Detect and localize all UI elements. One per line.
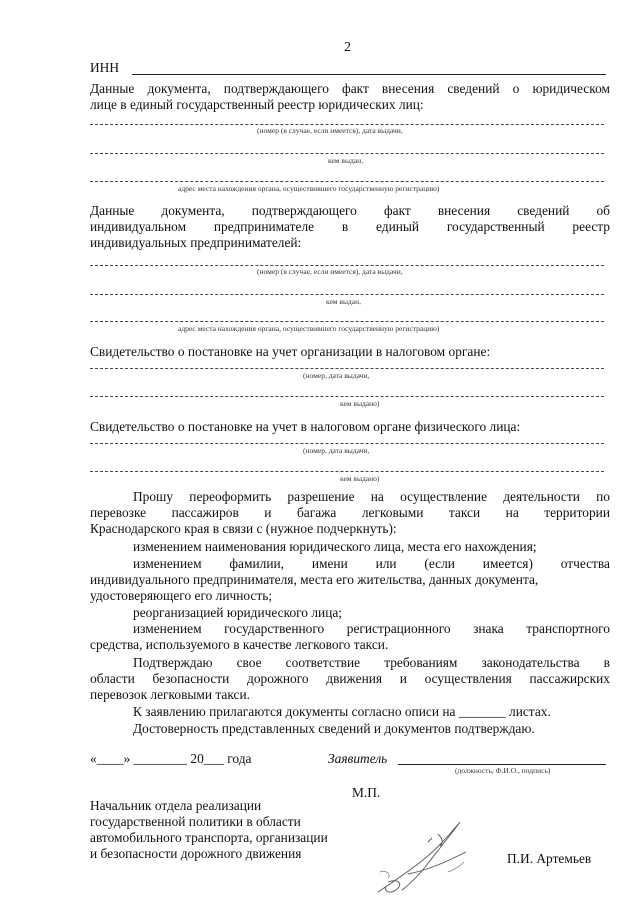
inn-field-line[interactable] <box>132 74 606 75</box>
applicant-label: Заявитель <box>328 751 388 766</box>
section2-caption1: (номер (в случае, если имеется), дата выдачи, <box>257 267 403 276</box>
handwritten-signature <box>368 812 478 900</box>
section2-heading-line2: индивидуальном предпринимателе в единый государственный реестр <box>90 219 610 234</box>
section3-caption2: кем выдано) <box>340 399 380 408</box>
section1-field-line1[interactable] <box>90 124 604 125</box>
section4-field-line1[interactable] <box>90 443 604 444</box>
request-line3: Краснодарского края в связи с (нужное подчеркнуть): <box>90 521 397 536</box>
option-change-plate-line2: средства, используемого в качестве легкового такси. <box>90 637 389 652</box>
section1-caption1: (номер (в случае, если имеется), дата выдачи, <box>257 126 403 135</box>
section1-field-line2[interactable] <box>90 153 604 154</box>
option-change-plate-line1: изменением государственного регистрационного знака транспортного <box>133 621 610 636</box>
section4-heading: Свидетельство о постановке на учет в налоговом органе физического лица: <box>90 419 521 434</box>
section4-caption2: кем выдано) <box>340 474 380 483</box>
request-line2: перевозке пассажиров и багажа легковыми такси на территории <box>90 505 610 520</box>
applicant-signature-line[interactable] <box>398 764 606 765</box>
date-line: «____» ________ 20___ года <box>90 751 252 766</box>
section2-field-line2[interactable] <box>90 294 604 295</box>
confirm-line1: Подтверждаю свое соответствие требованиям законодательства в <box>133 655 610 670</box>
option-change-name-line1: изменением фамилии, имени или (если имеется) отчества <box>133 556 610 571</box>
stamp-label: М.П. <box>352 785 381 800</box>
option-rename-legal-entity: изменением наименования юридического лица, места его нахождения; <box>133 539 537 554</box>
inn-label: ИНН <box>90 60 120 75</box>
section4-caption1: (номер, дата выдачи, <box>303 446 370 455</box>
footer-position-line3: автомобильного транспорта, организации <box>90 830 328 845</box>
section1-field-line3[interactable] <box>90 181 604 182</box>
section2-field-line3[interactable] <box>90 321 604 322</box>
section1-caption3: адрес места нахождения органа, осуществившего государственную регистрацию) <box>178 184 440 193</box>
confirm-line3: перевозок легковыми такси. <box>90 687 250 702</box>
section2-heading-line3: индивидуальных предпринимателей: <box>90 235 302 250</box>
section2-caption2: кем выдан, <box>326 297 362 306</box>
request-line1: Прошу переоформить разрешение на осуществление деятельности по <box>133 489 610 504</box>
accuracy-statement: Достоверность представленных сведений и документов подтверждаю. <box>133 721 535 736</box>
section1-heading-line2: лице в единый государственный реестр юридических лиц: <box>90 97 424 112</box>
section3-field-line1[interactable] <box>90 368 604 369</box>
footer-position-line1: Начальник отдела реализации <box>90 798 262 813</box>
applicant-caption: (должность, Ф.И.О., подпись) <box>455 766 551 775</box>
section1-caption2: кем выдан, <box>328 156 364 165</box>
section3-field-line2[interactable] <box>90 396 604 397</box>
section3-caption1: (номер, дата выдачи, <box>303 371 370 380</box>
section2-field-line1[interactable] <box>90 265 604 266</box>
attachments-statement: К заявлению прилагаются документы согласно описи на _______ листах. <box>133 704 551 719</box>
section3-heading: Свидетельство о постановке на учет организации в налоговом органе: <box>90 344 491 359</box>
footer-name: П.И. Артемьев <box>507 851 592 866</box>
footer-position-line2: государственной политики в области <box>90 814 301 829</box>
section2-heading-line1: Данные документа, подтверждающего факт внесения сведений об <box>90 203 610 218</box>
section1-heading-line1: Данные документа, подтверждающего факт внесения сведений о юридическом <box>90 81 610 96</box>
page-number: 2 <box>344 40 351 55</box>
section2-caption3: адрес места нахождения органа, осуществившего государственную регистрацию) <box>178 324 440 333</box>
option-change-name-line3: удостоверяющего его личность; <box>90 588 273 603</box>
option-change-name-line2: индивидуального предпринимателя, места его жительства, данных документа, <box>90 572 539 587</box>
confirm-line2: области безопасности дорожного движения и осуществления пассажирских <box>90 671 610 686</box>
option-reorganization: реорганизацией юридического лица; <box>133 605 343 620</box>
section4-field-line2[interactable] <box>90 471 604 472</box>
footer-position-line4: и безопасности дорожного движения <box>90 846 302 861</box>
